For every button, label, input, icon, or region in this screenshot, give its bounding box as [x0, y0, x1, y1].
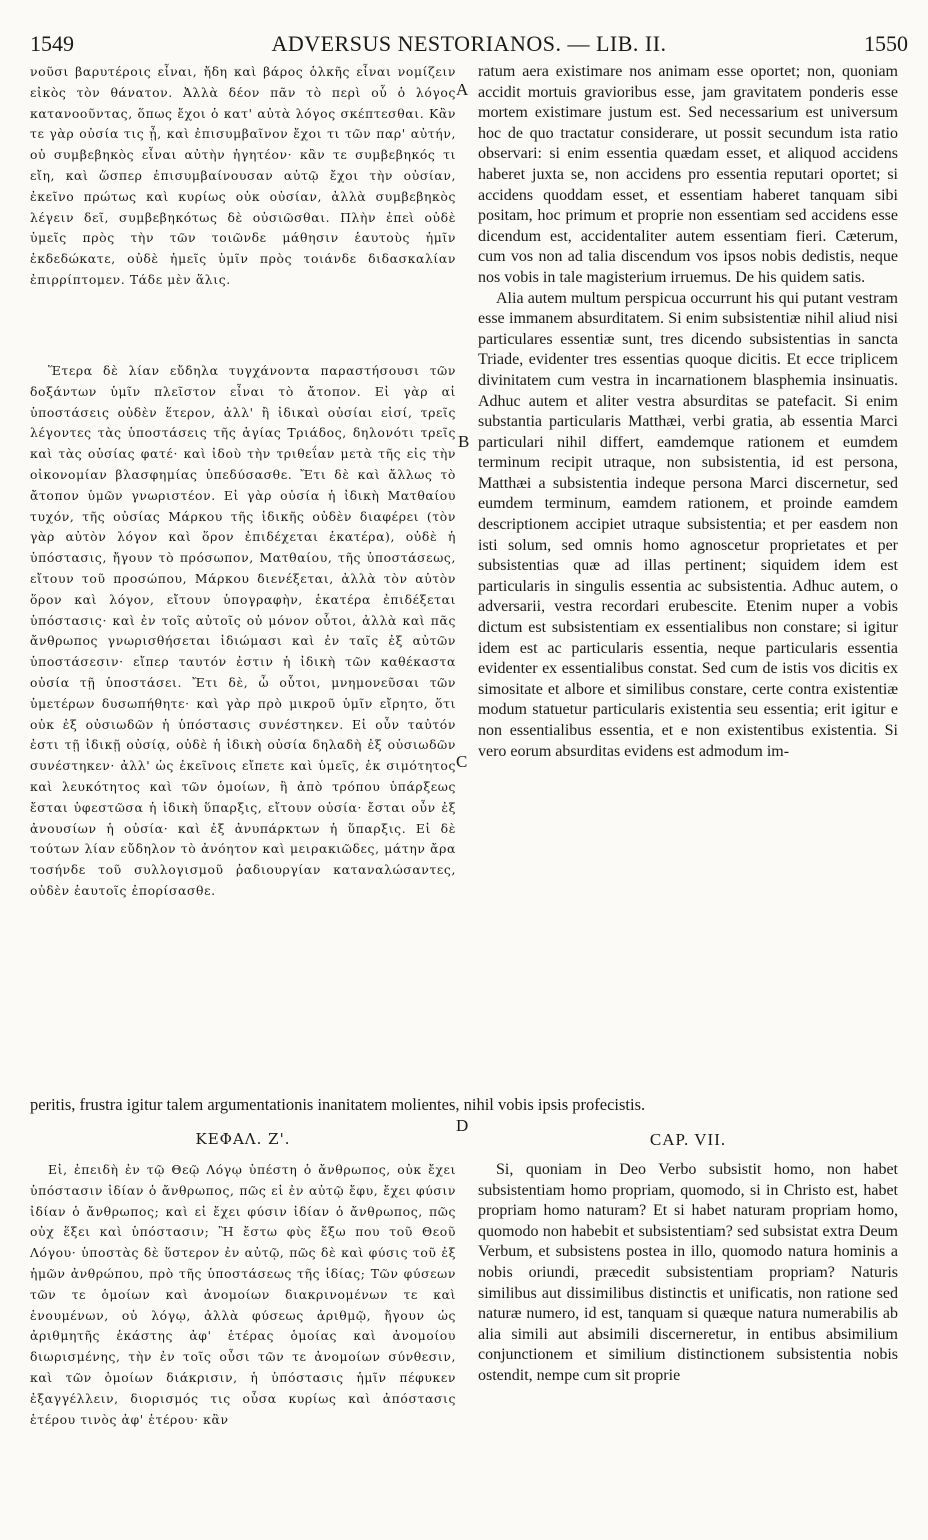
greek-text: Ἕτερα δὲ λίαν εὔδηλα τυγχάνοντα παραστήσουσι τῶν δοξάντων ὑμῖν πλεῖστον εἶναι τὸ ἄτοπον. Εἰ γὰρ αἱ ὑποστάσεις οὐδὲν ἕτερον, ἀλλ' ἢ ἰδικαὶ οὐσίαι εἰσί, τρεῖς λέγοντες τὰς ὑποστάσεις τῆς ἁγίας Τριάδος, δηλονότι τρεῖς καὶ τὰς οὐσίας φατέ· καὶ ἰδοὺ τὴν τριθεΐαν μετὰ τῆς εἰς τὴν οἰκονομίαν βλασφημίας ὑπεδύσασθε. Ἔτι δὲ καὶ ἄλλως τὸ ἄτοπον ὑμῶν γνωριστέον. Εἰ γὰρ οὐσία ἡ ἰδικὴ Ματθαίου τυχόν, τῆς οὐσίας Μάρκου τῆς ἰδικῆς οὐδὲν διαφέρει (τὸν γὰρ αὐτὸν λόγον καὶ ὅρον ἐπιδέχεται ἑκατέρα), οὐδὲ ἡ ὑπόστασις, ἤγουν τὸ πρόσωπον, Ματθαίου, τῆς ὑποστάσεως, εἴτουν τοῦ προσώπου, Μάρκου διενέξεται, ἀλλὰ τὸν αὐτὸν ὅρον καὶ λόγον, εἴτουν ὑπογραφὴν, ἑκατέρα ἐπιδέξεται ὑπόστασις· καὶ ἐν τοῖς αὐτοῖς οὐ μόνον οὗτοι, ἀλλὰ καὶ πᾶς ἄνθρωπος γνωρισθήσεται ἰδιώμασι καὶ ἐν ταῖς ἐξ αὐτῶν ὑποστάσεσιν· εἴπερ ταυτόν ἐστιν ἡ ἰδικὴ τῶν καθέκαστα οὐσία τῇ ὑποστάσει. Ἔτι δὲ, ὦ οὗτοι, μνημονεῦσαι τῶν ὑμετέρων δυσωπήθητε· καὶ γὰρ πρὸ μικροῦ ὑμῖν εἴρητο, ὅτι οὐκ ἐξ οὐσιωδῶν ἡ ὑπόστασις συνέστηκεν. Εἰ οὖν ταὐτόν ἐστι τῇ ἰδικῇ οὐσίᾳ, οὐδὲ ἡ ἰδικὴ οὐσία δηλαδὴ ἐξ οὐσιωδῶν συνέστηκεν· ἀλλ' ὡς ἐκεῖνοις εἴπετε καὶ ὑμεῖς, ἐκ σιμότητος καὶ λευκότητος καὶ τῶν ὁμοίων, ἢ ἀπὸ τρόπου ὑπάρξεως ἔσται ὑφεστῶσα ἡ ἰδικὴ ὕπαρξις, εἴτουν οὐσία· ἔσται οὖν ἐξ ἀνουσίων ἡ οὐσία· καὶ ἐξ ἀνυπάρκτων ἡ ὕπαρξις. Εἰ δὲ τούτων λίαν εὔδηλον τὸ ἀνόητον καὶ μειρακιῶδες, μάτην ἄρα τοσήνδε τοῦ συλλογισμοῦ ῥαδιουργίαν καταναλώσαντες, οὐδὲν ἑαυτοῖς ἐπορίσασθε.: [30, 363, 456, 898]
margin-marker-a: A: [456, 80, 469, 99]
latin-paragraph-3: [478, 1160, 898, 1387]
margin-marker-b: B: [458, 432, 470, 451]
greek-paragraph-2: [30, 361, 456, 902]
latin-paragraph-1: ratum aera existimare nos animam esse oportet; non, quoniam accidit mortuis gravioribus esse, jam gravitatem ponderis esse mortem existimare justum est. Sed necessarium est universum hoc de quo tractatur considerare, ut possit secundum ista ratio observari: si enim essentia quædam esset, et aliquod accidens haberet juxta se, non accidens pro essentia reputari oportet; si accidens quoddam esset, et essentiam haberet tanquam sibi positam, hoc primum et proprie non essentiam sed accidens esse dicendum est, accidentaliter autem essentiam fieri. Cæterum, cum vos non ad talia discendum vos ipsos nobis dedistis, neque nos vobis in tale magisterium irruemus. De his quidem satis.: [478, 63, 898, 286]
page-number-right: 1550: [864, 31, 908, 56]
page-number-left: 1549: [30, 31, 74, 56]
greek-paragraph-3: [30, 1160, 456, 1430]
greek-chapter-heading: ΚΕΦΑΛ. Ζ'.: [195, 1130, 291, 1148]
greek-text: νοῦσι βαρυτέροις εἶναι, ἤδη καὶ βάρος ὁλκῆς εἶναι νομίζειν εἰκὸς τὸν θάνατον. Ἀλλὰ δέον πᾶν τὸ περὶ οὗ ὁ λόγος κατανοοῦντας, ὅπως ἔχοι ὁ κατ' αὐτὰ λόγος σκέπτεσθαι. Κἂν τε γὰρ οὐσία τις ᾖ, καὶ ἐπισυμβαῖνον ἔχοι τι τῶν παρ' αὐτήν, οὐ συμβεβηκὸς εἶναι αὐτὴν ἡγητέον· κἂν τε συμβεβηκός τι εἴη, καὶ ὥσπερ ἐπισυμβαίνουσαν αὐτῷ ἔχοι τὴν οὐσίαν, ἐκεῖνο πρώτως καὶ κυρίως οὐκ οὐσίαν, ἀλλὰ συμβεβηκὸς λέγειν δεῖ, συμβεβηκότως δὲ οὐσιῶσθαι. Πλὴν ἐπεὶ οὐδὲ ὑμεῖς πρὸς τὴν τῶν τοιῶνδε μάθησιν ἑαυτοὺς ἡμῖν ἐκδεδώκατε, οὐδὲ ἡμεῖς ὑμῖν πρὸς τοιάνδε διδασκαλίαν ἐπιρρίπτομεν. Τάδε μὲν ἅλις.: [30, 64, 456, 287]
latin-paragraph-2: Alia autem multum perspicua occurrunt his qui putant vestram esse immanem absurditatem. Si enim subsistentiæ nihil aliud nisi particulares essentiæ sunt, tres dicendo subsistentias in sancta Triade, evidenter tres essentias quoque dicitis. Et ecce triplicem divinitatem cum vestra in incarnationem blasphemia insinuatis. Adhuc autem et aliter vestra absurditas se patefacit. Si enim substantia particularis Matthæi, verbi gratia, ab essentia Marci particulari nihil differt, eamdemque rationem et eumdem terminum recipit utraque, non subsistentia, id est persona, Matthæi a subsistentia indeque persona Marci discernetur, sed eumdem terminum, eamdem rationem, et proinde eamdem descriptionem accipiet utraque subsistentia; et per easdem non isti solum, sed omnis homo agnoscetur proprietates et per subsistentias quæ ad illas pertinent; siquidem idem est particularis in singulis essentia ac subsistentia. Adhuc autem, o adversarii, vestra recordari erubescite. Etenim nuper a vobis dictum est subsistentiam ex essentialibus non constare; si igitur idem est ac particularis essentia, neque particularis essentia evidenter ex essentialibus constat. Sed cum de istis vos dicitis ex simositate et albore et similibus constare, certe contra existentiæ modum statuetur particularis existentia seu essentia; erit igitur e non essentialibus essentia, et e non existentibus existentia. Si vero eorum absurditas evidens est admodum im-: [478, 289, 898, 760]
page-header: [30, 31, 908, 59]
latin-text: Si, quoniam in Deo Verbo subsistit homo, non habet subsistentiam homo propriam, quomodo, si in Christo est, habet propriam homo naturam? Et si habet naturam propriam homo, quomodo non habebit et subsistentiam? sed subsistat extra Deum Verbum, et subsistens postea in illo, quomodo natura hominis a nobis oriundi, præcedit subsistentiam propriam? Naturis similibus aut dissimilibus distinctis et unificatis, non ratione sed naturæ numero, id est, tanquam si quæque natura numerabilis ab alia simili aut absimili discerneretur, in entibus absimilium conjunctionem et similium distinctionem subsistentia nobis ostendit, nempe cum sit proprie: [478, 1161, 898, 1384]
latin-chapter-heading: CAP. VII.: [649, 1130, 727, 1149]
margin-marker-d: D: [456, 1116, 469, 1135]
greek-text: Εἰ, ἐπειδὴ ἐν τῷ Θεῷ Λόγῳ ὑπέστη ὁ ἄνθρωπος, οὐκ ἔχει ὑπόστασιν ἰδίαν ὁ ἄνθρωπος, πῶς εἰ ἐν αὐτῷ ἔφυ, ἔχει φύσιν ἰδίαν ὁ ἄνθρωπος; καὶ εἰ ἔχει φύσιν ἰδίαν ὁ ἄνθρωπος, πῶς οὐχ ἕξει καὶ ὑπόστασιν; Ἢ ἔστω φὺς ἔξω που τοῦ Θεοῦ Λόγου· ὑποστὰς δὲ ὕστερον ἐν αὐτῷ, πῶς δὲ καὶ φύσις τοῦ ἐξ ἡμῶν ἀνθρώπου, πρὸ τῆς ὑποστάσεως τῆς ἰδίας; Τῶν φύσεων τῶν τε ὁμοίων καὶ ἀνομοίων διακρινομένων τε καὶ ἑνουμένων, οὐ λόγῳ, ἀλλὰ φύσεως ἀριθμῷ, ἤγουν ὡς ἀριθμητῆς ἑκάστης ἀφ' ἑτέρας ὁμοίας καὶ ἀνομοίου διωρισμένης, τὴν ἐν τοῖς οὖσι τῶν τε ἀνομοίων σύνθεσιν, καὶ τῶν ὁμοίων διάκρισιν, ἡ ὑπόστασις ἡμῖν πέφυκεν ἐξαγγέλλειν, διορισμός τις οὖσα κυρίως καὶ ἀπόστασις ἑτέρου τινὸς ἀφ' ἑτέρου· κἂν: [30, 1162, 456, 1427]
running-title: ADVERSUS NESTORIANOS. — LIB. II.: [271, 31, 667, 56]
spanning-latin-line: peritis, frustra igitur talem argumentationis inanitatem molientes, nihil vobis ipsis profecistis.: [30, 1095, 646, 1114]
greek-paragraph-1: [30, 62, 456, 291]
margin-marker-c: C: [456, 752, 468, 771]
latin-column-upper: [478, 62, 898, 762]
